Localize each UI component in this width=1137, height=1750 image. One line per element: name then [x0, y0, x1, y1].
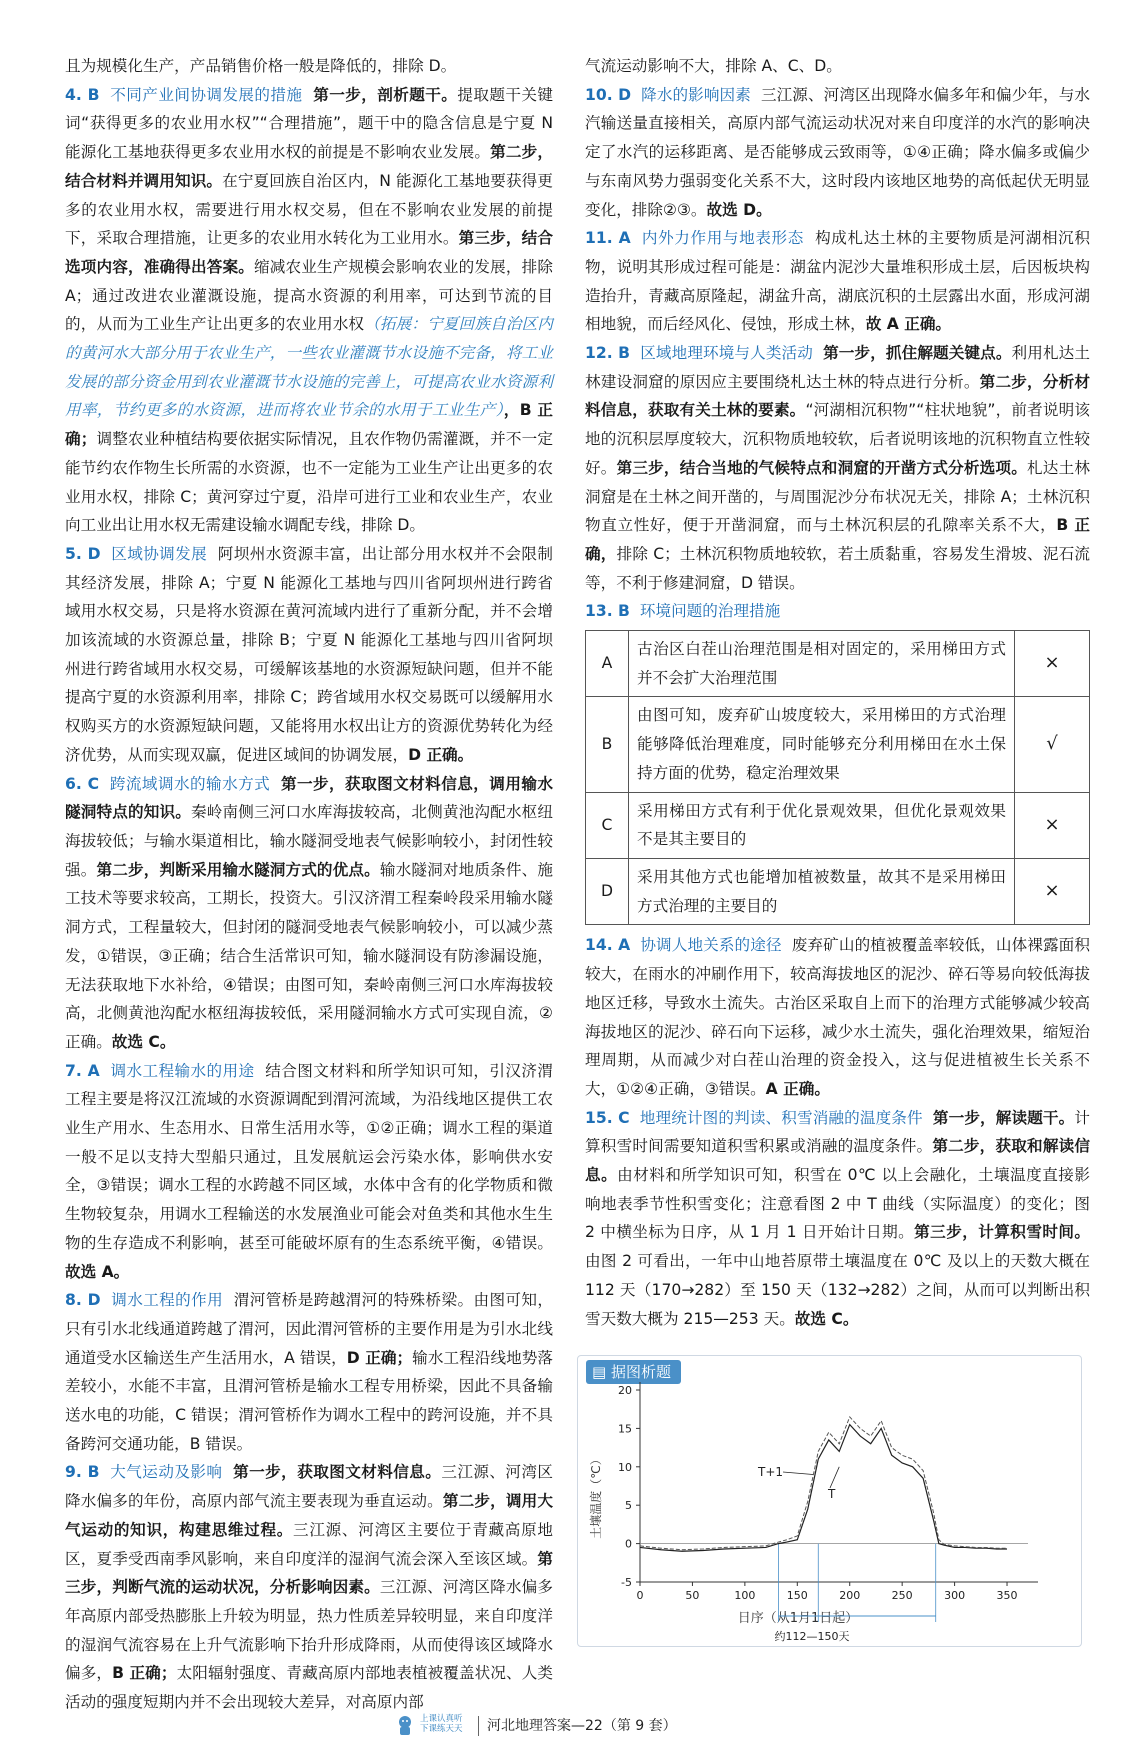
table-row	[586, 697, 1090, 792]
y-tick-label: 15	[618, 1422, 632, 1436]
option-analysis: 由图可知，废弃矿山坡度较大，采用梯田的方式治理能够降低治理难度，同时能够充分利用梯田在水土保持方面的优势，稳定治理效果	[629, 697, 1015, 792]
q7-answer: 故选 A。	[65, 1262, 130, 1281]
option-label: B	[586, 697, 629, 792]
page-number: 河北地理答案—22（第 9 套）	[487, 1718, 677, 1734]
q13-option-table	[585, 630, 1090, 925]
q12-step3: 第三步，结合当地的气候特点和洞窟的开凿方式分析选项。	[616, 458, 1028, 477]
q9-number: 9. B	[65, 1463, 100, 1482]
y-tick-label: 10	[618, 1460, 632, 1474]
option-label: D	[586, 858, 629, 924]
q11-number: 11. A	[585, 229, 631, 248]
x-tick-label: 350	[996, 1589, 1018, 1602]
table-row	[586, 792, 1090, 858]
right-continuation: 气流运动影响不大，排除 A、C、D。	[585, 57, 842, 75]
chart-search-icon: ▤	[592, 1363, 607, 1381]
answer-q11	[585, 224, 1090, 339]
q4-step1: 第一步，剖析题干。	[313, 85, 458, 104]
q6-text1: 秦岭南侧三河口水库海拔较高，北侧黄池沟配水枢纽海拔较低；与输水渠道相比，输水隧洞受地表气候影响较小，封闭性较强。	[65, 803, 553, 879]
x-axis-label: 日序（从1月1日起）	[737, 1611, 859, 1626]
figure-analysis-box	[577, 1355, 1082, 1647]
q7-topic: 调水工程输水的用途	[110, 1061, 255, 1080]
answer-q8	[65, 1286, 553, 1458]
option-mark: √	[1015, 697, 1090, 792]
answer-q14	[585, 931, 1090, 1103]
q12-step1: 第一步，抓住解题关键点。	[823, 344, 1012, 363]
q8-answer: D 正确；	[346, 1348, 413, 1367]
q12-text4: 排除 C；土林沉积物质地较软，若土质黏重，容易发生滑坡、泥石流等，不利于修建洞窟，D 错误。	[585, 544, 1090, 592]
q4-topic: 不同产业间协调发展的措施	[110, 85, 303, 104]
q4-number: 4. B	[65, 85, 100, 104]
x-tick-label: 200	[839, 1589, 861, 1602]
q15-text2: 由材料和所学知识可知，积雪在 0℃ 以上会融化，土壤温度直接影响地表季节性积雪变化；注意看图 2 中 T 曲线（实际温度）的变化；图 2 中横坐标为日序，从 1 月 1 日开始计日期。	[585, 1166, 1090, 1242]
q12-text2: “河湖相沉积物”“柱状地貌”，前者说明该地的沉积层厚度较大，沉积物质地较软，后者说明该地的沉积物直立性较好。	[585, 401, 1090, 477]
option-label: A	[586, 631, 629, 697]
left-column	[65, 52, 553, 1717]
q6-step1: 第一步，获取图文材料信息，调用输水隧洞特点的知识。	[65, 774, 553, 822]
q15-number: 15. C	[585, 1108, 630, 1127]
q15-step3: 第三步，计算积雪时间。	[914, 1223, 1090, 1242]
q12-step2: 第二步，分析材料信息，获取有关土林的要素。	[585, 372, 1090, 420]
answer-q9	[65, 1458, 553, 1716]
x-tick-label: 50	[685, 1589, 700, 1602]
answer-q13	[585, 597, 1090, 626]
x-tick-label: 250	[891, 1589, 913, 1602]
right-column	[585, 52, 1090, 1333]
q10-number: 10. D	[585, 85, 632, 104]
q6-text2: 输水隧洞对地质条件、施工技术等要求较高，工期长，投资大。引汉济渭工程秦岭段采用输水隧洞方式，工程量较大，但封闭的隧洞受地表气候影响较小，可以减少蒸发，①错误，③正确；结合生活常识可知，输水隧洞设有防渗漏设施，无法获取地下水补给，④错误；由图可知，秦岭南侧三河口水库海拔较高，北侧黄池沟配水枢纽海拔较低，采用隧洞输水方式可实现自流，②正确。	[65, 860, 553, 1051]
answer-q7	[65, 1057, 553, 1287]
option-mark: ×	[1015, 631, 1090, 697]
q5-topic: 区域协调发展	[111, 544, 208, 563]
q6-step2: 第二步，判断采用输水隧洞方式的优点。	[96, 860, 380, 879]
q9-step3: 第三步，判断气流的运动状况，分析影响因素。	[65, 1549, 553, 1597]
answer-q4	[65, 81, 553, 540]
answer-q10	[585, 81, 1090, 225]
soil-temperature-chart	[578, 1356, 1081, 1646]
q9-topic: 大气运动及影响	[110, 1463, 223, 1482]
option-analysis: 采用梯田方式有利于优化景观效果，但优化景观效果不是其主要目的	[629, 792, 1015, 858]
q12-number: 12. B	[585, 344, 631, 363]
q11-topic: 内外力作用与地表形态	[641, 229, 804, 248]
q5-text: 阿坝州水资源丰富，出让部分用水权并不会限制其经济发展，排除 A；宁夏 N 能源化工基地与四川省阿坝州进行跨省域用水权交易，只是将水资源在黄河流域内进行了重新分配，并不会增加该流域的水资源总量，排除 B；宁夏 N 能源化工基地与四川省阿坝州进行跨省域用水权交易，可缓解该基地的水资源短缺问题，但并不能提高宁夏的水资源利用率，排除 C；跨省域用水权交易既可以缓解用水权购买方的水资源短缺问题，又能将用水权出让方的资源优势转化为经济优势，从而实现双赢，促进区域间的协调发展，	[65, 544, 553, 764]
label-pointer-t	[830, 1467, 839, 1488]
answer-q6	[65, 770, 553, 1057]
q14-number: 14. A	[585, 936, 631, 955]
curve-label-t-plus-1: T+1	[758, 1465, 784, 1479]
q15-topic: 地理统计图的判读、积雪消融的温度条件	[639, 1108, 923, 1127]
q4-step3: 第三步，结合选项内容，准确得出答案。	[65, 229, 553, 276]
q10-topic: 降水的影响因素	[641, 85, 751, 104]
q15-step2: 第二步，获取和解读信息。	[585, 1137, 1090, 1185]
q15-text1: 计算积雪时间需要知道积雪积累或消融的温度条件。	[585, 1108, 1090, 1156]
y-tick-label: -5	[621, 1576, 632, 1589]
mascot-logo-icon	[395, 1714, 415, 1736]
series-line-t	[640, 1425, 1007, 1552]
q4-text3: 缩减农业生产规模会影响农业的发展，排除 A；通过改进农业灌溉设施，提高水资源的利用率，可达到节流的目的，从而为工业生产让出更多的农业用水权	[65, 257, 553, 334]
q14-text: 废弃矿山的植被覆盖率较低，山体裸露面积较大，在雨水的冲刷作用下，较高海拔地区的泥沙、碎石等易向较低海拔地区迁移，导致水土流失。古治区采取自上而下的治理方式能够减少较高海拔地区的泥沙、碎石向下运移，减少水土流失，强化治理效果，缩短治理周期，从而减少对白茬山治理的资金投入，这与促进植被生长关系不大，①②④正确，③错误。	[585, 936, 1090, 1098]
q15-answer: 故选 C。	[794, 1309, 859, 1328]
q6-answer: 故选 C。	[111, 1032, 176, 1051]
q7-text: 结合图文材料和所学知识可知，引汉济渭工程主要是将汉江流域的水资源调配到渭河流域，为沿线地区提供工农业生产用水、生态用水、日常生活用水等，①②正确；调水工程的渠道一般不足以支持大型船只通过，且发展航运会污染水体，影响供水安全，③错误；调水工程的水跨越不同区域，水体中含有的化学物质和微生物较复杂，用调水工程输送的水发展渔业可能会对鱼类和其他水生生物的生存造成不利影响，甚至可能破坏原有的生态系统平衡，④错误。	[65, 1061, 553, 1252]
q13-number: 13. B	[585, 602, 630, 621]
footer-slogan	[420, 1714, 463, 1734]
q4-expansion-note: （拓展：宁夏回族自治区内的黄河水大部分用于农业生产，一些农业灌溉节水设施不完备，将工业发展的部分资金用到农业灌溉节水设施的完善上，可提高农业水资源利用率，节约更多的水资源，进而将农业节余的水用于工业生产）	[65, 315, 553, 420]
table-row	[586, 858, 1090, 924]
answer-q5	[65, 540, 553, 770]
q6-number: 6. C	[65, 774, 100, 793]
q9-text1: 三江源、河湾区降水偏多的年份，高原内部气流主要表现为垂直运动。	[65, 1463, 553, 1511]
q8-text1: 渭河管桥是跨越渭河的特殊桥梁。由图可知，只有引水北线通道跨越了渭河，因此渭河管桥的主要作用是为引水北线通道受水区输送生产生活用水，A 错误，	[65, 1291, 553, 1367]
q11-text: 构成札达土林的主要物质是河湖相沉积物，说明其形成过程可能是：湖盆内泥沙大量堆积形成土层，后因板块构造抬升，青藏高原隆起，湖盆升高，湖底沉积的土层露出水面，形成河湖相地貌，而后经风化、侵蚀，形成土林，	[585, 229, 1090, 334]
x-tick-label: 100	[734, 1589, 756, 1602]
x-tick-label: 300	[944, 1589, 966, 1602]
q10-text: 三江源、河湾区出现降水偏多年和偏少年，与水汽输送量直接相关，高原内部气流运动状况对来自印度洋的水汽的影响决定了水汽的运移距离、是否能够成云致雨等，①④正确；降水偏多或偏少与东南风势力强弱变化关系不大，这时段内该地区地势的高低起伏无明显变化，排除②③。	[585, 85, 1090, 219]
q13-topic: 环境问题的治理措施	[639, 602, 781, 621]
x-tick-label: 150	[786, 1589, 808, 1602]
q12-topic: 区域地理环境与人类活动	[640, 344, 813, 363]
q8-text2: 输水工程沿线地势落差较小，水能不丰富，且渭河管桥是输水工程专用桥梁，因此不具备输送水电的功能，C 错误；渭河管桥作为调水工程中的跨河设施，并不具备跨河交通功能，B 错误。	[65, 1348, 553, 1453]
option-mark: ×	[1015, 858, 1090, 924]
table-row	[586, 631, 1090, 697]
q4-step2: 第二步，结合材料并调用知识。	[65, 143, 553, 190]
y-tick-label: 0	[625, 1537, 632, 1551]
slogan-line-1: 上课认真听	[420, 1714, 463, 1724]
page-footer	[0, 1712, 1137, 1742]
q14-answer: A 正确。	[765, 1079, 830, 1098]
q9-text3: 三江源、河湾区降水偏多年高原内部受热膨胀上升较为明显，热力性质差异较明显，来自印度洋的湿润气流容易在上升气流影响下抬升形成降雨，从而使得该区域降水偏多，	[65, 1578, 553, 1683]
figure-title-text: 据图析题	[610, 1363, 671, 1381]
q9-step1: 第一步，获取图文材料信息。	[233, 1463, 442, 1482]
series-line-t-plus-1	[640, 1417, 1007, 1550]
option-label: C	[586, 792, 629, 858]
footer-divider	[478, 1716, 479, 1736]
q11-answer: 故 A 正确。	[865, 315, 952, 334]
y-tick-label: 5	[625, 1499, 632, 1513]
q8-topic: 调水工程的作用	[111, 1291, 224, 1310]
q15-text3: 由图 2 可看出，一年中山地苔原带土壤温度在 0℃ 及以上的天数大概在 112 天（170→282）至 150 天（132→282）之间，从而可以判断出积雪天数大概为 215—253 天。	[585, 1252, 1090, 1328]
q12-answer: B 正确，	[585, 516, 1090, 563]
answer-q15	[585, 1104, 1090, 1334]
q10-answer: 故选 D。	[706, 200, 772, 219]
q4-text2: 在宁夏回族自治区内，N 能源化工基地要获得更多的农业用水权，需要进行用水权交易，但在不影响农业发展的前提下，采取合理措施，让更多的农业用水转化为工业用水。	[65, 171, 553, 248]
q9-text4: 太阳辐射强度、青藏高原内部地表植被覆盖状况、人类活动的强度短期内并不会出现较大差异，对高原内部	[65, 1664, 553, 1712]
q9-answer: B 正确；	[112, 1664, 177, 1683]
answer-q12	[585, 339, 1090, 597]
curve-label-t: T	[828, 1487, 836, 1501]
option-mark: ×	[1015, 792, 1090, 858]
left-intro: 且为规模化生产，产品销售价格一般是降低的，排除 D。	[65, 57, 457, 75]
x-tick-label: 0	[636, 1589, 644, 1602]
q4-text1: 提取题干关键词“获得更多的农业用水权”“合理措施”，题干中的隐含信息是宁夏 N 能源化工基地获得更多农业用水权的前提是不影响农业发展。	[65, 85, 553, 162]
y-axis-label: 土壤温度（℃）	[589, 1453, 603, 1539]
q5-answer: D 正确。	[408, 745, 474, 764]
q14-topic: 协调人地关系的途径	[640, 936, 782, 955]
q7-number: 7. A	[65, 1061, 100, 1080]
q12-text3: 札达土林洞窟是在土林之间开凿的，与周围泥沙分布状况无关，排除 A；土林沉积物直立性好，便于开凿洞窟，而与土林沉积层的孔隙率关系不大，	[585, 458, 1090, 535]
q4-b-correct: ，B 正确；	[65, 401, 553, 449]
q9-step2: 第二步，调用大气运动的知识，构建思维过程。	[65, 1492, 553, 1539]
q5-number: 5. D	[65, 544, 101, 563]
q8-number: 8. D	[65, 1291, 101, 1310]
duration-bracket-label: 约112—150天	[774, 1630, 850, 1643]
q4-text4: 调整农业种植结构要依据实际情况，且农作物仍需灌溉，并不一定能节约农作物生长所需的水资源，也不一定能为工业生产让出更多的农业用水权，排除 C；黄河穿过宁夏，沿岸可进行工业和农业生产，农业向工业出让用水权无需建设输水调配专线，排除 D。	[65, 430, 553, 535]
option-analysis: 古治区白茬山治理范围是相对固定的，采用梯田方式并不会扩大治理范围	[629, 631, 1015, 697]
q15-step1: 第一步，解读题干。	[932, 1108, 1075, 1127]
q6-topic: 跨流域调水的输水方式	[109, 774, 271, 793]
label-pointer-t-plus-1	[783, 1472, 813, 1474]
q9-text2: 三江源、河湾区主要位于青藏高原地区，夏季受西南季风影响，来自印度洋的湿润气流会深入至该区域。	[65, 1520, 553, 1568]
option-analysis: 采用其他方式也能增加植被数量，故其不是采用梯田方式治理的主要目的	[629, 858, 1015, 924]
y-tick-label: 20	[618, 1384, 632, 1397]
slogan-line-2: 下课练天天	[420, 1724, 463, 1734]
q12-text1: 利用札达土林建设洞窟的原因应主要围绕札达土林的特点进行分析。	[585, 344, 1090, 391]
